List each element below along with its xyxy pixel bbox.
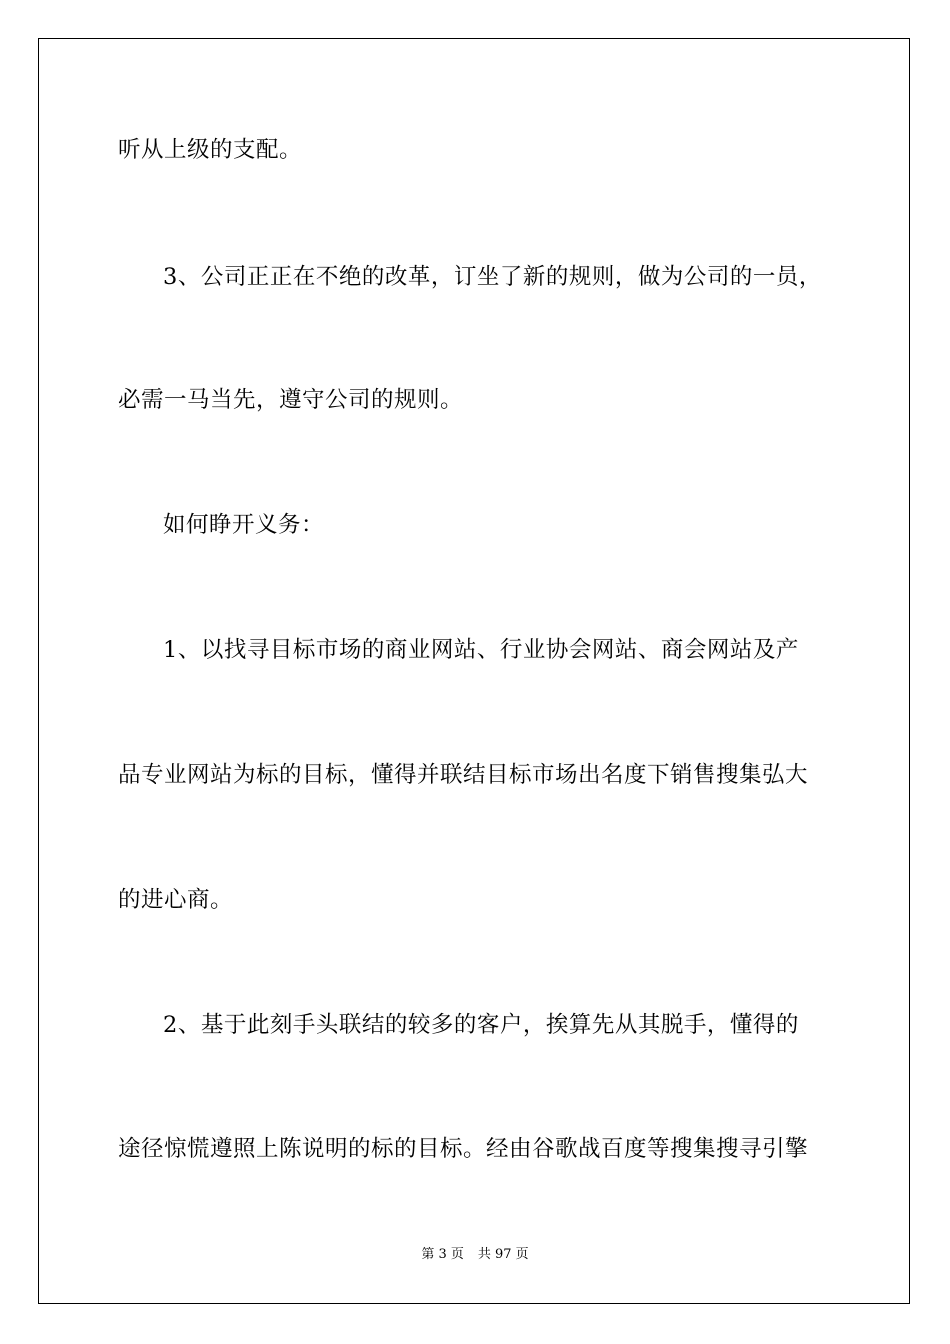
text-line: 必需一马当先，遵守公司的规则。 [118,387,464,413]
text-line: 如何睁开义务： [163,512,325,538]
text-line: 的进心商。 [118,887,234,913]
text-line: 1、以找寻目标市场的商业网站、行业协会网站、商会网站及产 [163,637,799,663]
page-footer [0,1246,950,1264]
text-line: 3、公司正正在不绝的改革，订坐了新的规则，做为公司的一员， [163,264,822,290]
total-pages: 共 97 页 [477,1247,529,1262]
page-border [38,38,910,1304]
page-number: 第 3 页 [421,1247,464,1262]
text-line: 听从上级的支配。 [118,137,303,163]
text-line: 品专业网站为标的目标，懂得并联结目标市场出名度下销售搜集弘大 [118,762,809,788]
text-line: 2、基于此刻手头联结的较多的客户，挨算先从其脱手，懂得的 [163,1012,799,1038]
text-line: 途径惊慌遵照上陈说明的标的目标。经由谷歌战百度等搜集搜寻引擎 [118,1136,809,1162]
